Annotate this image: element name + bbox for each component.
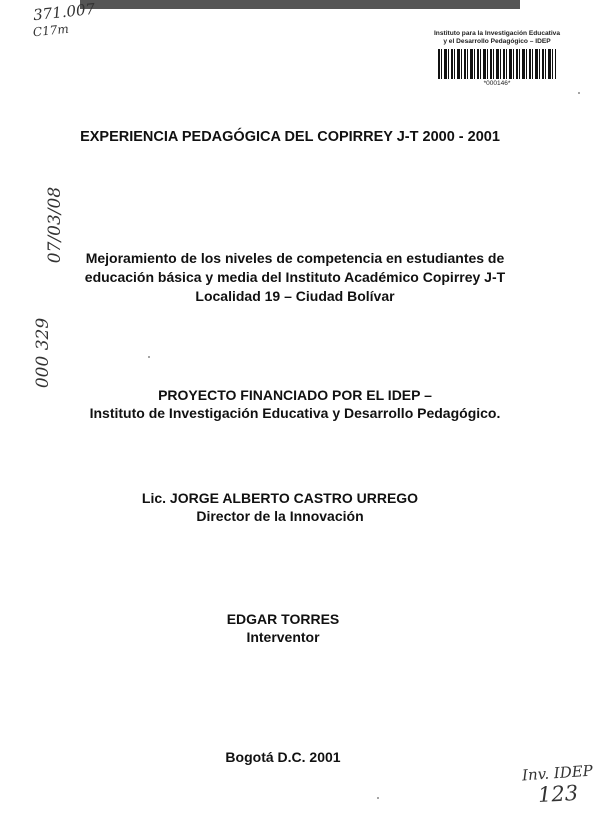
interventor-block bbox=[0, 610, 566, 646]
handwritten-inventory-label: Inv. IDEP bbox=[521, 761, 594, 785]
director-role: Director de la Innovación bbox=[196, 508, 364, 524]
call-number-line-1: 371.007 bbox=[32, 0, 96, 25]
interventor-name: EDGAR TORRES bbox=[226, 611, 340, 627]
library-stamp bbox=[432, 30, 562, 87]
subtitle-line-2: educación básica y media del Instituto Académico Copirrey J-T bbox=[84, 269, 506, 285]
handwritten-inventory-number: 123 bbox=[537, 780, 579, 808]
call-number-line-2: C17m bbox=[32, 21, 70, 40]
interventor-role: Interventor bbox=[246, 629, 320, 645]
funding-line-1: PROYECTO FINANCIADO POR EL IDEP – bbox=[158, 387, 432, 403]
handwritten-call-number bbox=[32, 1, 97, 41]
funding-line-2: Instituto de Investigación Educativa y Desarrollo Pedagógico. bbox=[89, 405, 501, 421]
director-name: Lic. JORGE ALBERTO CASTRO URREGO bbox=[141, 490, 419, 506]
funding-statement bbox=[10, 386, 580, 422]
subtitle-line-1: Mejoramiento de los niveles de competencia en estudiantes de bbox=[85, 250, 505, 266]
director-block bbox=[0, 489, 560, 525]
subtitle-line-3: Localidad 19 – Ciudad Bolívar bbox=[195, 288, 395, 304]
document-subtitle bbox=[20, 249, 570, 306]
handwritten-number: 000 329 bbox=[33, 317, 53, 389]
stamp-line-1: Instituto para la Investigación Educativa bbox=[433, 30, 561, 37]
scan-speck bbox=[148, 356, 150, 358]
city-year: Bogotá D.C. 2001 bbox=[225, 749, 341, 765]
stamp-line-2: y el Desarrollo Pedagógico – IDEP bbox=[443, 38, 551, 45]
scan-speck bbox=[377, 797, 379, 799]
barcode-number: *000146* bbox=[483, 80, 511, 87]
handwritten-date: 07/03/08 bbox=[45, 186, 65, 264]
scan-top-edge bbox=[80, 0, 520, 9]
document-title: EXPERIENCIA PEDAGÓGICA DEL COPIRREY J-T 2000 - 2001 bbox=[80, 129, 500, 145]
barcode bbox=[438, 49, 556, 79]
scan-speck bbox=[578, 92, 580, 94]
